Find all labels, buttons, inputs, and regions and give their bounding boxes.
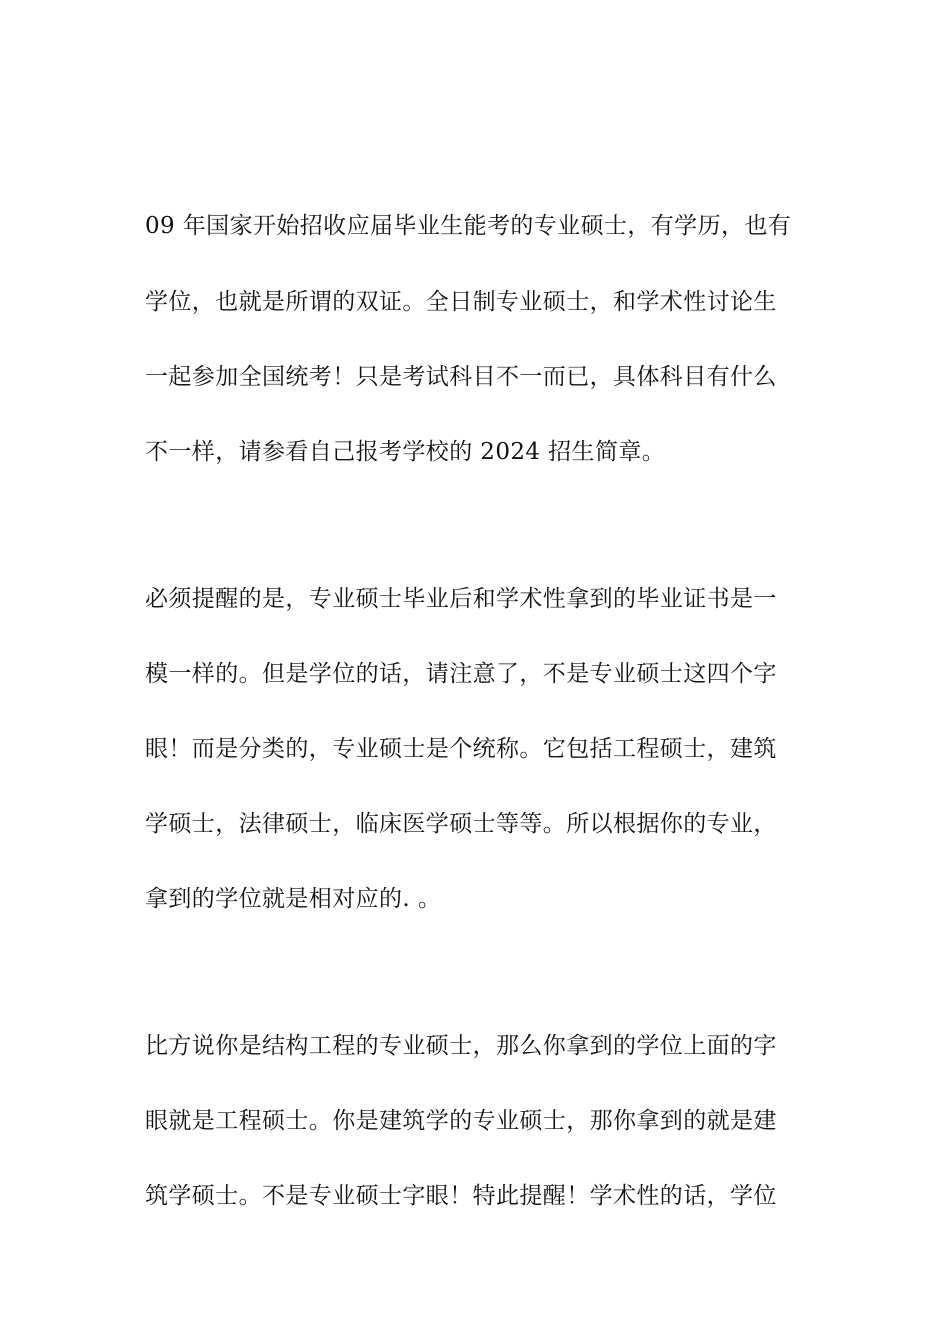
text-line: 模一样的。但是学位的话，请注意了，不是专业硕士这四个字 (145, 661, 777, 687)
text-line: 眼就是工程硕士。你是建筑学的专业硕士，那你拿到的就是建 (145, 1108, 777, 1134)
text-line: 比方说你是结构工程的专业硕士，那么你拿到的学位上面的字 (145, 1033, 777, 1059)
text-line: 09 年国家开始招收应届毕业生能考的专业硕士，有学历，也有 (145, 213, 792, 239)
text-line: 学位，也就是所谓的双证。全日制专业硕士，和学术性讨论生 (145, 289, 777, 315)
text-line: 眼！而是分类的，专业硕士是个统称。它包括工程硕士，建筑 (145, 736, 777, 762)
text-line: 一起参加全国统考！只是考试科目不一而已，具体科目有什么 (145, 364, 777, 390)
text-line: 学硕士，法律硕士，临床医学硕士等等。所以根据你的专业， (145, 811, 777, 837)
text-line: 不一样，请参看自己报考学校的 2024 招生简章。 (145, 439, 666, 465)
text-line: 必须提醒的是，专业硕士毕业后和学术性拿到的毕业证书是一 (145, 586, 777, 612)
text-line: 筑学硕士。不是专业硕士字眼！特此提醒！学术性的话，学位 (145, 1183, 777, 1209)
text-line: 拿到的学位就是相对应的. 。 (145, 886, 442, 912)
